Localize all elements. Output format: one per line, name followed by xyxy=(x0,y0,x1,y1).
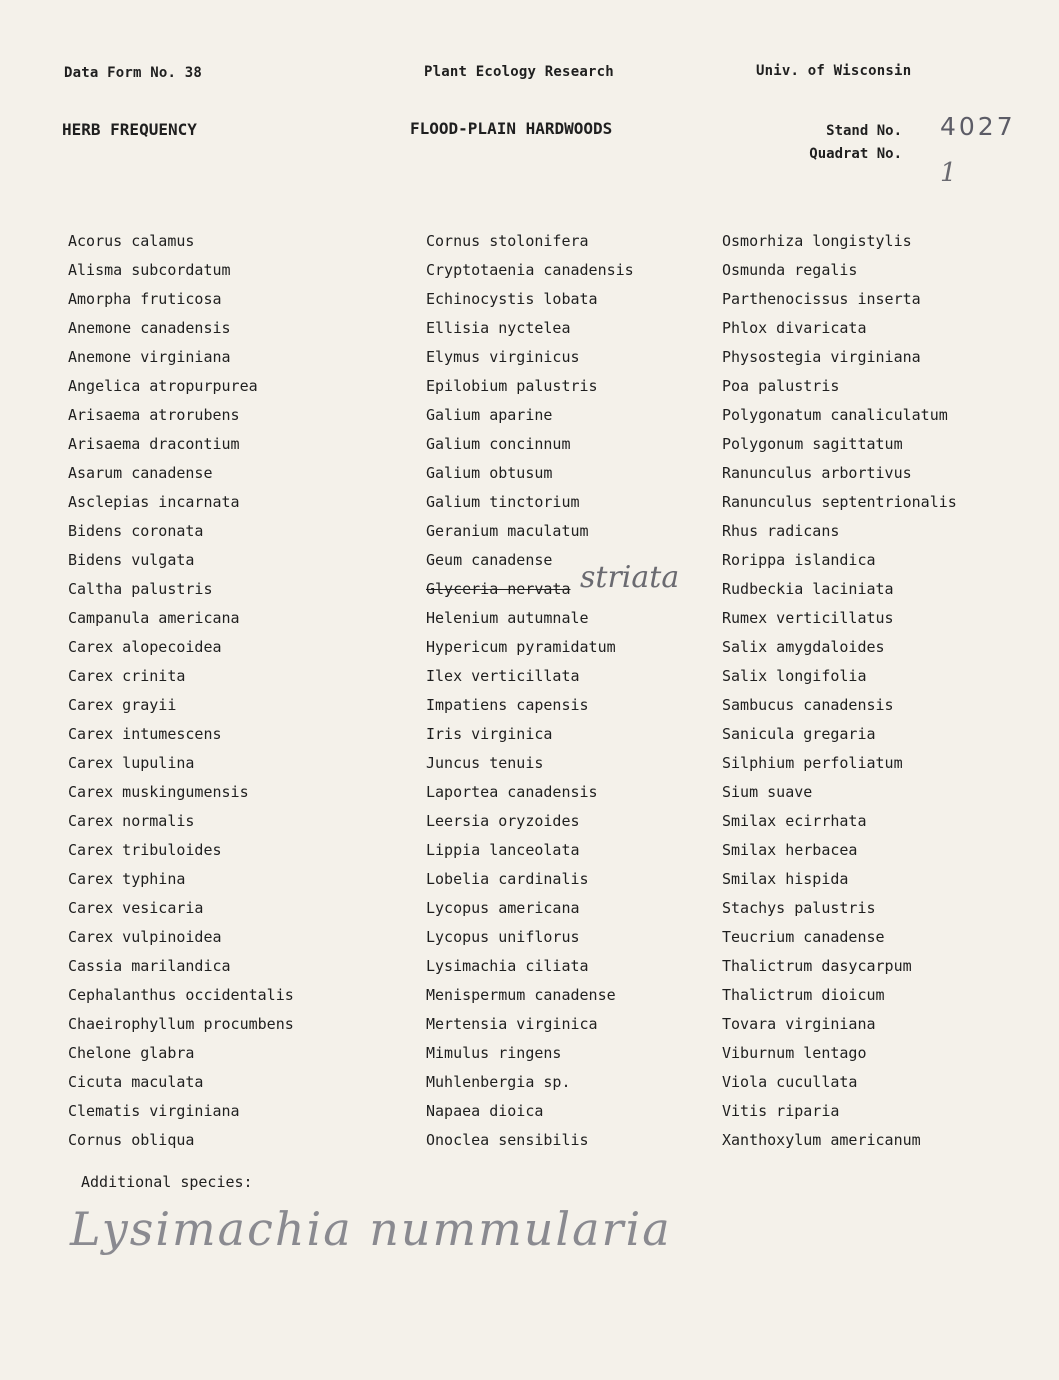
species-item: Cicuta maculata xyxy=(68,1073,204,1091)
form-title: HERB FREQUENCY xyxy=(62,120,197,139)
species-column-3 xyxy=(722,230,957,1158)
species-item: Rhus radicans xyxy=(722,522,840,540)
species-item: Xanthoxylum americanum xyxy=(722,1131,921,1149)
species-item: Asarum canadense xyxy=(68,464,213,482)
species-item: Parthenocissus inserta xyxy=(722,290,921,308)
species-item: Rorippa islandica xyxy=(722,551,876,569)
species-column-2 xyxy=(426,230,634,1158)
species-item: Smilax herbacea xyxy=(722,841,858,859)
species-item: Hypericum pyramidatum xyxy=(426,638,616,656)
species-item: Impatiens capensis xyxy=(426,696,589,714)
program-name: Plant Ecology Research xyxy=(424,64,614,80)
community-title: FLOOD-PLAIN HARDWOODS xyxy=(410,119,613,138)
species-item: Thalictrum dasycarpum xyxy=(722,957,912,975)
species-item: Carex typhina xyxy=(68,870,186,888)
species-item: Helenium autumnale xyxy=(426,609,589,627)
species-item: Sium suave xyxy=(722,783,813,801)
species-item: Napaea dioica xyxy=(426,1102,544,1120)
species-item: Poa palustris xyxy=(722,377,840,395)
species-item: Muhlenbergia sp. xyxy=(426,1073,571,1091)
species-item: Salix longifolia xyxy=(722,667,867,685)
quadrat-label: Quadrat No. xyxy=(809,146,902,162)
striata-handwritten-correction: striata xyxy=(580,560,680,595)
species-item: Cornus obliqua xyxy=(68,1131,195,1149)
species-item: Lycopus uniflorus xyxy=(426,928,580,946)
species-item: Ranunculus arbortivus xyxy=(722,464,912,482)
species-item: Smilax hispida xyxy=(722,870,849,888)
species-item: Arisaema atrorubens xyxy=(68,406,240,424)
species-item: Polygonatum canaliculatum xyxy=(722,406,948,424)
species-item: Acorus calamus xyxy=(68,232,195,250)
additional-species-handwritten: Lysimachia nummularia xyxy=(70,1202,672,1256)
species-item: Mimulus ringens xyxy=(426,1044,562,1062)
species-item: Chelone glabra xyxy=(68,1044,195,1062)
species-item: Chaeirophyllum procumbens xyxy=(68,1015,294,1033)
species-item: Viburnum lentago xyxy=(722,1044,867,1062)
species-item: Juncus tenuis xyxy=(426,754,544,772)
species-item: Galium aparine xyxy=(426,406,553,424)
species-item: Vitis riparia xyxy=(722,1102,840,1120)
species-column-1 xyxy=(68,230,294,1158)
species-item: Salix amygdaloides xyxy=(722,638,885,656)
species-item: Clematis virginiana xyxy=(68,1102,240,1120)
species-item: Onoclea sensibilis xyxy=(426,1131,589,1149)
species-item: Galium obtusum xyxy=(426,464,553,482)
species-item: Campanula americana xyxy=(68,609,240,627)
species-item: Iris virginica xyxy=(426,725,553,743)
quadrat-number-handwritten: 1 xyxy=(940,158,957,188)
species-item: Galium concinnum xyxy=(426,435,571,453)
species-item: Geum canadense xyxy=(426,551,553,569)
species-item: Galium tinctorium xyxy=(426,493,580,511)
species-item: Teucrium canadense xyxy=(722,928,885,946)
species-item: Bidens vulgata xyxy=(68,551,195,569)
stand-quadrat-labels xyxy=(804,120,902,166)
species-item: Carex vulpinoidea xyxy=(68,928,222,946)
species-item: Ranunculus septentrionalis xyxy=(722,493,957,511)
species-item: Osmorhiza longistylis xyxy=(722,232,912,250)
species-item: Alisma subcordatum xyxy=(68,261,231,279)
species-item: Anemone canadensis xyxy=(68,319,231,337)
species-item: Leersia oryzoides xyxy=(426,812,580,830)
species-item: Rumex verticillatus xyxy=(722,609,894,627)
species-item: Carex vesicaria xyxy=(68,899,204,917)
species-item: Echinocystis lobata xyxy=(426,290,598,308)
species-item: Arisaema dracontium xyxy=(68,435,240,453)
institution-name: Univ. of Wisconsin xyxy=(756,63,912,79)
species-item: Bidens coronata xyxy=(68,522,204,540)
species-item: Carex muskingumensis xyxy=(68,783,249,801)
species-item: Carex grayii xyxy=(68,696,177,714)
stand-number-handwritten: 4027 xyxy=(940,112,1016,141)
species-item: Laportea canadensis xyxy=(426,783,598,801)
species-item: Carex normalis xyxy=(68,812,195,830)
species-item: Mertensia virginica xyxy=(426,1015,598,1033)
species-item: Sanicula gregaria xyxy=(722,725,876,743)
species-item: Ellisia nyctelea xyxy=(426,319,571,337)
species-item: Smilax ecirrhata xyxy=(722,812,867,830)
species-item-struck: Glyceria nervata xyxy=(426,580,571,598)
species-item: Silphium perfoliatum xyxy=(722,754,903,772)
species-item: Carex tribuloides xyxy=(68,841,222,859)
species-item: Anemone virginiana xyxy=(68,348,231,366)
species-item: Angelica atropurpurea xyxy=(68,377,258,395)
species-item: Carex lupulina xyxy=(68,754,195,772)
species-item: Carex alopecoidea xyxy=(68,638,222,656)
species-item: Lysimachia ciliata xyxy=(426,957,589,975)
species-item: Cassia marilandica xyxy=(68,957,231,975)
species-item: Viola cucullata xyxy=(722,1073,858,1091)
species-item: Amorpha fruticosa xyxy=(68,290,222,308)
species-item: Carex crinita xyxy=(68,667,186,685)
stand-label: Stand No. xyxy=(826,123,902,139)
species-item: Polygonum sagittatum xyxy=(722,435,903,453)
species-item: Caltha palustris xyxy=(68,580,213,598)
species-item: Lycopus americana xyxy=(426,899,580,917)
species-item: Osmunda regalis xyxy=(722,261,858,279)
species-item: Elymus virginicus xyxy=(426,348,580,366)
additional-species-label: Additional species: xyxy=(81,1173,253,1191)
species-item: Cornus stolonifera xyxy=(426,232,589,250)
species-item: Menispermum canadense xyxy=(426,986,616,1004)
species-item: Rudbeckia laciniata xyxy=(722,580,894,598)
species-item: Geranium maculatum xyxy=(426,522,589,540)
species-item: Asclepias incarnata xyxy=(68,493,240,511)
species-item: Thalictrum dioicum xyxy=(722,986,885,1004)
species-item: Cryptotaenia canadensis xyxy=(426,261,634,279)
species-item: Lippia lanceolata xyxy=(426,841,580,859)
species-item: Tovara virginiana xyxy=(722,1015,876,1033)
species-item: Ilex verticillata xyxy=(426,667,580,685)
species-item: Stachys palustris xyxy=(722,899,876,917)
species-item: Epilobium palustris xyxy=(426,377,598,395)
species-item: Physostegia virginiana xyxy=(722,348,921,366)
species-item: Phlox divaricata xyxy=(722,319,867,337)
species-item: Sambucus canadensis xyxy=(722,696,894,714)
species-item: Lobelia cardinalis xyxy=(426,870,589,888)
form-number: Data Form No. 38 xyxy=(64,65,203,81)
species-item: Cephalanthus occidentalis xyxy=(68,986,294,1004)
species-item: Carex intumescens xyxy=(68,725,222,743)
